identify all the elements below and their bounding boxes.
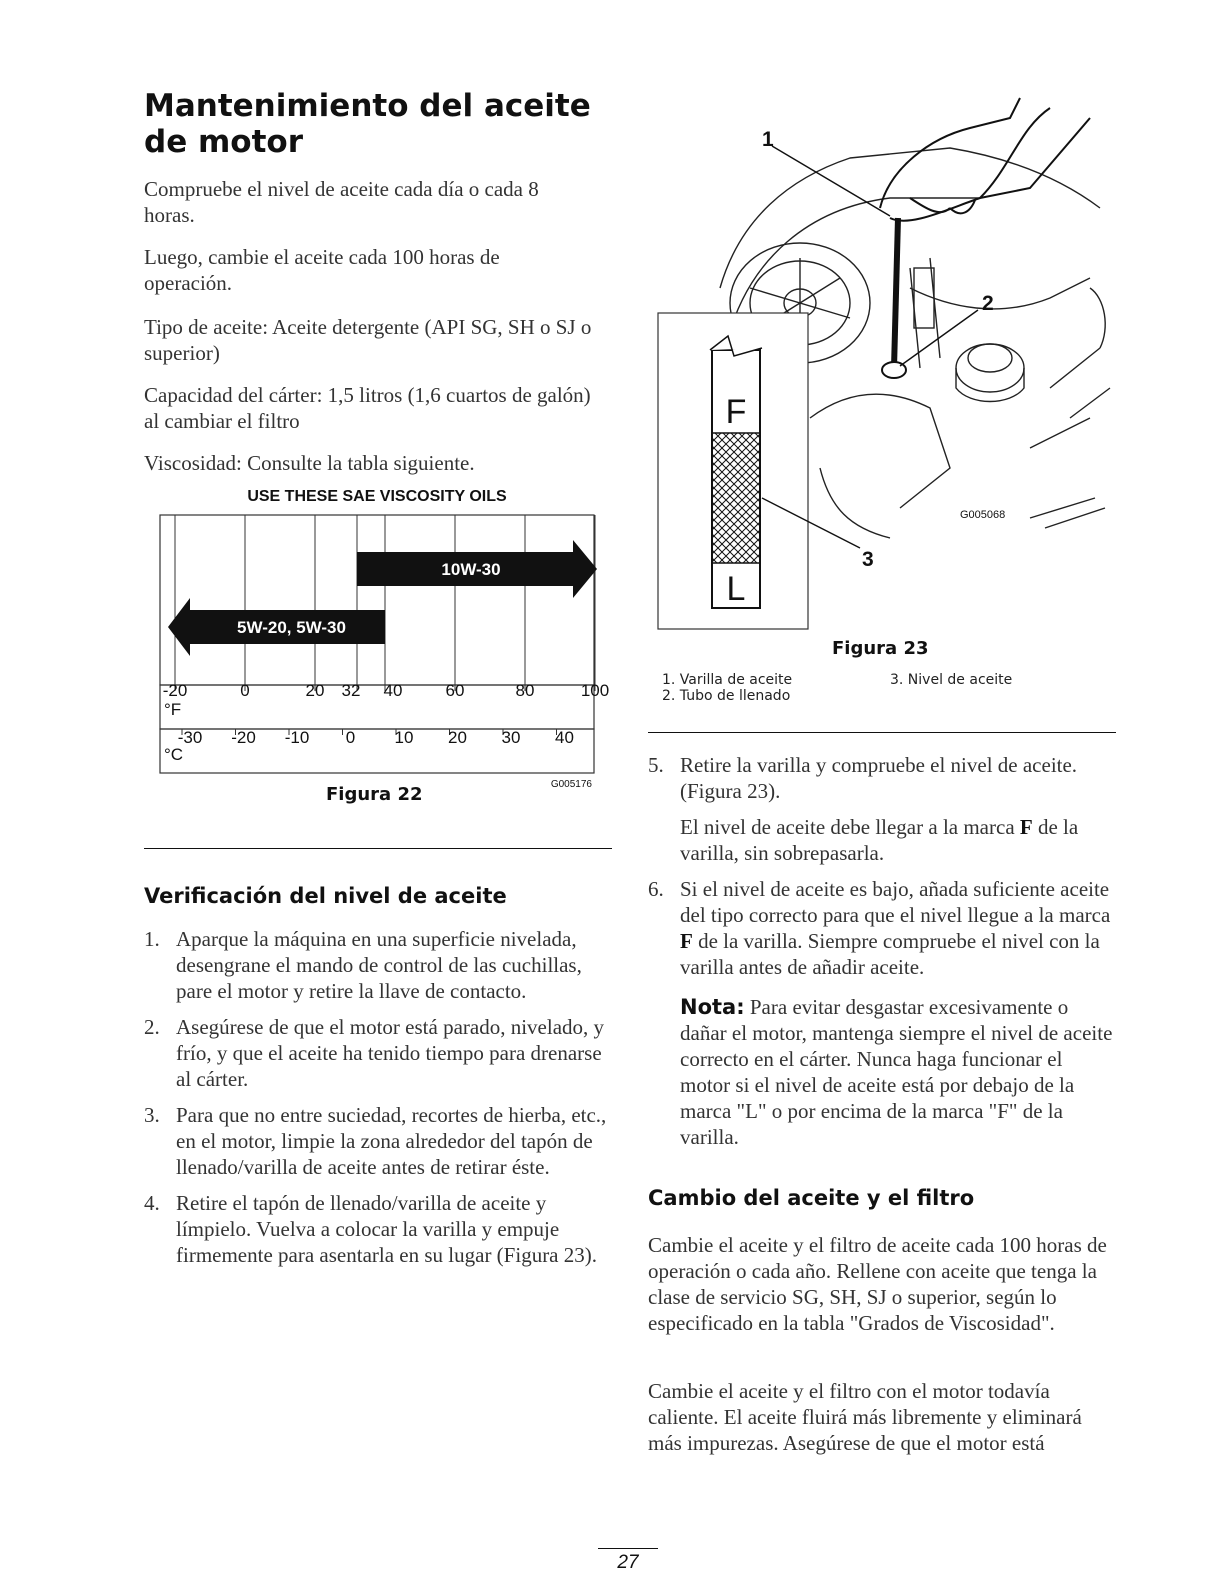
legend-item-1: 1. Varilla de aceite: [662, 672, 793, 688]
full-mark-ref: F: [680, 929, 693, 953]
step-number: 2.: [144, 1015, 160, 1039]
check-steps-list: [144, 926, 614, 1278]
fahrenheit-tick-label: 100: [580, 681, 610, 700]
footer-rule: [598, 1548, 658, 1549]
change-paragraph-1: Cambie el aceite y el filtro de aceite cada 100 horas de operación o cada año. Rellene con aceite que tenga la clase de servicio SG, SH, SJ o superior, según lo especificado en la tabla "Grados de Viscosidad".: [648, 1233, 1107, 1335]
legend-item-2: 2. Tubo de llenado: [662, 688, 791, 704]
full-mark-ref: F: [1019, 815, 1033, 839]
legend-item-3: 3. Nivel de aceite: [890, 672, 1013, 688]
intro-capacity: Capacidad del cárter: 1,5 litros (1,6 cuartos de galón) al cambiar el filtro: [144, 383, 591, 433]
dipstick-blade: [710, 336, 762, 608]
celsius-tick-label: 40: [555, 728, 574, 747]
section-check-title: Verificación del nivel de aceite: [144, 884, 507, 908]
intro-oil-type: Tipo de aceite: Aceite detergente (API SG, SH o SJ o superior): [144, 315, 592, 365]
callout-2: 2: [982, 292, 994, 315]
fahrenheit-tick-label: 32: [341, 681, 361, 700]
fahrenheit-tick-label: 60: [445, 681, 465, 700]
check-step-3: [144, 1102, 614, 1180]
celsius-tick-label: 30: [501, 728, 521, 747]
note-text: Para evitar desgastar excesivamente o dañar el motor, mantenga siempre el nivel de aceite correcto en el cárter. Nunca haga funcionar el motor si el nivel de aceite está por debajo de la marca "L" o por encima de la marca "F" de la varilla.: [680, 995, 1113, 1149]
intro-viscosity: Viscosidad: Consulte la tabla siguiente.: [144, 451, 475, 475]
dipstick-low-mark: L: [726, 570, 746, 608]
intro-check-frequency: Compruebe el nivel de aceite cada día o cada 8 horas.: [144, 177, 539, 227]
page-title: [144, 88, 624, 160]
step-text: Asegúrese de que el motor está parado, nivelado, y frío, y que el aceite ha tenido tiempo para drenarse al cárter.: [176, 1015, 605, 1091]
celsius-tick-label: -10: [284, 728, 310, 747]
change-paragraph-2: Cambie el aceite y el filtro con el motor todavía caliente. El aceite fluirá más libremente y eliminará más impurezas. Asegúrese de que el motor está: [648, 1379, 1082, 1455]
step-text: Retire el tapón de llenado/varilla de aceite y límpielo. Vuelva a colocar la varilla y empuje firmemente para asentarla en su lugar (Figura 23).: [176, 1191, 597, 1267]
step-number: 6.: [648, 877, 664, 901]
note-label: Nota:: [680, 995, 745, 1019]
check-step-1: [144, 926, 614, 1004]
range-label-10w-30: 10W-30: [441, 560, 501, 579]
step-text: Aparque la máquina en una superficie nivelada, desengrane el mando de control de las cuchillas, pare el motor y retire la llave de contacto.: [176, 927, 582, 1003]
fahrenheit-tick-label: 20: [305, 681, 325, 700]
chart-title: USE THESE SAE VISCOSITY OILS: [247, 488, 507, 505]
page-number: 27: [617, 1552, 639, 1573]
intro-change-frequency: Luego, cambie el aceite cada 100 horas de operación.: [144, 245, 500, 295]
section-divider: [144, 848, 612, 849]
step-number: 1.: [144, 927, 160, 951]
check-step-6: 6. Si el nivel de aceite es bajo, añada suficiente aceite del tipo correcto para que el nivel llegue a la marca F de la varilla. Siempre compruebe el nivel con la varilla antes de añadir aceite. Nota: Para evitar desgastar excesivamente o dañar el motor, mantenga siempre el nivel de aceite correcto en el cárter. Nunca haga funcionar el motor si el nivel de aceite está por debajo de la marca "L" o por encima de la marca "F" de la varilla.: [648, 877, 1113, 1149]
dipstick-full-mark: F: [725, 393, 747, 431]
fahrenheit-ticks: [163, 681, 609, 700]
page-title-line2: de motor: [144, 124, 304, 160]
chart-frame: [160, 515, 594, 685]
chart-code: G005176: [550, 779, 592, 790]
fahrenheit-tick-label: 0: [240, 681, 250, 700]
oil-level-zone: [712, 433, 760, 563]
celsius-tick-label: 0: [345, 728, 356, 747]
range-label-5w-20-5w-30: 5W-20, 5W-30: [237, 618, 346, 637]
step-number: 4.: [144, 1191, 160, 1215]
section-change-title: Cambio del aceite y el filtro: [648, 1186, 975, 1210]
fahrenheit-tick-label: 80: [515, 681, 535, 700]
step-number: 5.: [648, 753, 664, 777]
check-steps-list-continued: [648, 752, 1114, 1160]
fahrenheit-tick-label: 40: [383, 681, 403, 700]
figure-23-divider: [648, 732, 1116, 733]
celsius-ticks: [178, 728, 574, 747]
celsius-tick-label: 10: [394, 728, 414, 747]
celsius-row: [160, 729, 594, 773]
step-text: Para que no entre suciedad, recortes de hierba, etc., en el motor, limpie la zona alrededor del tapón de llenado/varilla de aceite antes de retirar éste.: [176, 1103, 607, 1179]
callout-3: 3: [862, 548, 874, 571]
step-5-note: El nivel de aceite debe llegar a la marca F de la varilla, sin sobrepasarla.: [680, 815, 1079, 865]
hand-sketch: [880, 98, 1090, 221]
figure-22-caption: Figura 22: [326, 784, 423, 805]
figure-23-code: G005068: [960, 509, 1006, 521]
leader-line-2: [900, 310, 978, 366]
check-step-5: [648, 752, 1114, 866]
figure-23-caption: Figura 23: [832, 638, 929, 659]
check-step-2: [144, 1014, 614, 1092]
fahrenheit-tick-label: -20: [162, 681, 188, 700]
celsius-tick-label: -20: [231, 728, 256, 747]
check-step-4: [144, 1190, 614, 1268]
celsius-tick-label: 20: [448, 728, 467, 747]
viscosity-chart: [150, 505, 610, 795]
step-text: Retire la varilla y compruebe el nivel de aceite. (Figura 23).: [680, 753, 1078, 803]
leader-line-1: [772, 146, 890, 216]
figure-23-illustration: [650, 88, 1120, 633]
note-block: [680, 994, 1114, 1150]
celsius-tick-label: -30: [177, 728, 203, 747]
page-title-line1: Mantenimiento del aceite: [144, 88, 591, 124]
chart-grid: [175, 515, 595, 685]
dipstick: [882, 218, 906, 378]
callout-1: 1: [762, 128, 774, 151]
celsius-unit: °C: [164, 745, 184, 764]
fahrenheit-unit: °F: [164, 700, 182, 719]
step-number: 3.: [144, 1103, 160, 1127]
